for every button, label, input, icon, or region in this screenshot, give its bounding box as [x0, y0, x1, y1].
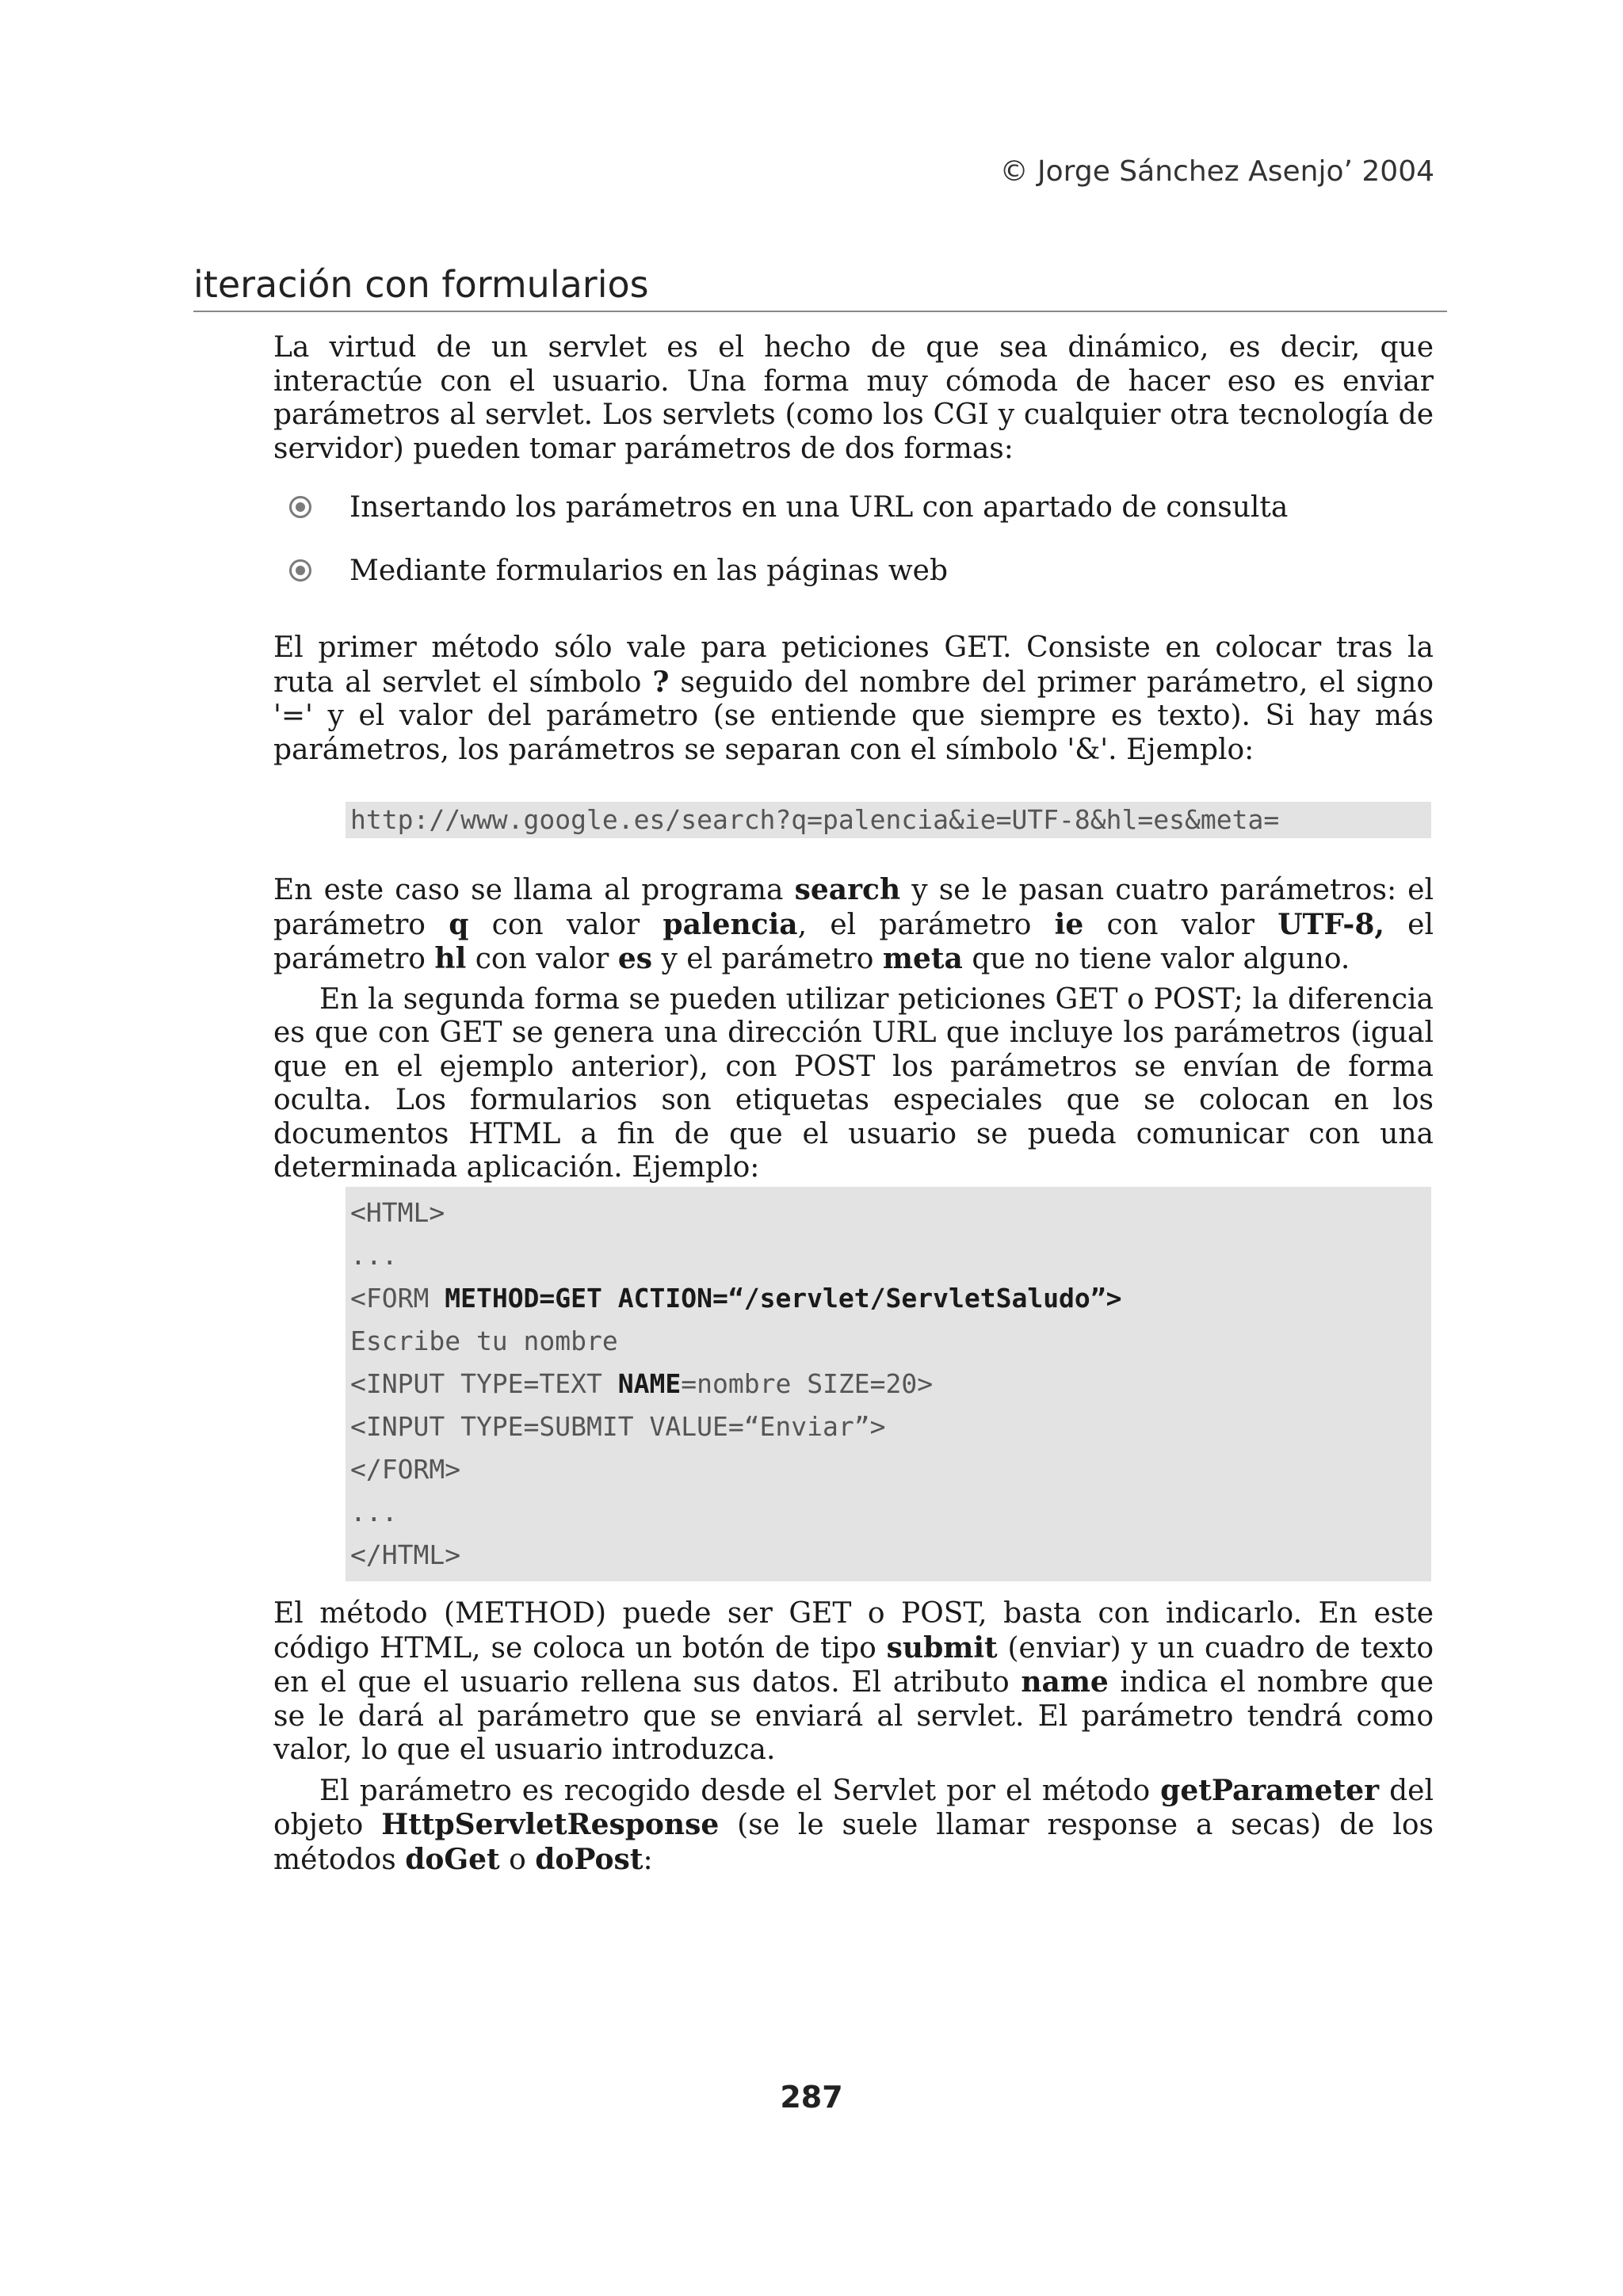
- code-text: <INPUT TYPE=TEXT: [350, 1368, 618, 1399]
- list-item-text: Mediante formularios en las páginas web: [349, 555, 949, 587]
- text-span: y se le pasan cuatro parámetros: el parámetro: [273, 874, 1434, 941]
- text-span: (enviar) y un cuadro de texto en el que el usuario rellena sus datos. El atributo: [273, 1631, 1434, 1699]
- method-paragraph-block: [273, 1597, 1434, 1877]
- forms-paragraph: En la segunda forma se pueden utilizar peticiones GET o POST; la diferencia es que con GET se genera una dirección URL que incluye los parámetros (igual que en el ejemplo anterior), con POST los parámetros se envían de forma oculta. Los formularios son etiquetas especiales que se colocan en los documentos HTML a fin de que el usuario se pueda comunicar con una determinada aplicación. Ejemplo:: [273, 982, 1434, 1184]
- code-text: <FORM: [350, 1283, 445, 1314]
- text-span: seguido del nombre del primer parámetro, el signo '=' y el valor del parámetro (se entiende que siempre es texto). Si hay más parámetros, los parámetros se separan con el símbolo '&'. Ejemplo:: [273, 666, 1434, 766]
- text-span: El método (METHOD) puede ser GET o POST, basta con indicarlo. En este código HTML, se coloca un botón de tipo: [273, 1597, 1434, 1665]
- text-span: indica el nombre que se le dará al parámetro que se enviará al servlet. El parámetro tendrá como valor, lo que el usuario introduzca.: [273, 1666, 1434, 1766]
- text-span: que no tiene valor alguno.: [962, 943, 1350, 975]
- get-paragraph-block: [273, 631, 1434, 767]
- text-span: y el parámetro: [652, 943, 883, 975]
- intro-block: [273, 331, 1434, 466]
- bullet-list-block: [273, 491, 1434, 588]
- bold-term: getParameter: [1160, 1773, 1380, 1807]
- code-line: </HTML>: [350, 1539, 461, 1570]
- url-example: http://www.google.es/search?q=palencia&ie=UTF-8&hl=es&meta=: [346, 802, 1431, 838]
- bold-term: submit: [886, 1630, 998, 1665]
- code-text: =nombre SIZE=20>: [681, 1368, 934, 1399]
- bold-term: palencia: [663, 907, 798, 941]
- text-span: (se le suele llamar response a secas) de los métodos: [273, 1809, 1434, 1876]
- code-line: <INPUT TYPE=SUBMIT VALUE=“Enviar”>: [350, 1411, 886, 1442]
- text-span: , el parámetro: [797, 908, 1055, 941]
- bullet-list: [273, 491, 1434, 588]
- bold-term: UTF-8,: [1277, 907, 1384, 941]
- text-span: El parámetro es recogido desde el Servlet por el método: [319, 1774, 1161, 1807]
- list-item-text: Insertando los parámetros en una URL con apartado de consulta: [349, 491, 1289, 524]
- text-span: del objeto: [273, 1774, 1434, 1841]
- bold-term: meta: [882, 942, 963, 975]
- bold-term: doGet: [405, 1842, 500, 1876]
- get-method-paragraph: [273, 631, 1434, 767]
- html-code-example: [346, 1187, 1431, 1581]
- code-line: <HTML>: [350, 1197, 445, 1228]
- bold-term: HttpServletResponse: [381, 1808, 720, 1841]
- text-span: con valor: [468, 908, 663, 941]
- code-line: [350, 1277, 1431, 1320]
- radio-bullet-icon: [289, 559, 311, 582]
- code-line: </FORM>: [350, 1454, 461, 1485]
- bold-term: hl: [434, 942, 467, 975]
- code-line: Escribe tu nombre: [350, 1325, 618, 1356]
- text-span: con valor: [466, 943, 618, 975]
- search-paragraph-block: [273, 873, 1434, 1185]
- code-line: [350, 1363, 1431, 1405]
- method-paragraph: [273, 1597, 1434, 1768]
- page-header-copyright: © Jorge Sánchez Asenjo’ 2004: [999, 155, 1434, 188]
- text-span: El primer método sólo vale para peticiones GET. Consiste en colocar tras la ruta al servlet el símbolo: [273, 631, 1434, 699]
- code-bold: METHOD=GET ACTION=“/servlet/ServletSaludo”>: [445, 1283, 1122, 1314]
- text-span: con valor: [1083, 908, 1278, 941]
- code-line: ...: [350, 1497, 398, 1527]
- code-bold: NAME: [617, 1368, 682, 1399]
- list-item: [273, 491, 1434, 524]
- bold-term: search: [794, 873, 901, 906]
- question-symbol: ?: [652, 665, 670, 699]
- list-item: [273, 555, 1434, 588]
- bold-term: es: [617, 942, 653, 975]
- text-span: o: [499, 1843, 536, 1876]
- bold-term: name: [1021, 1665, 1109, 1699]
- text-span: En este caso se llama al programa: [273, 874, 795, 906]
- bold-term: doPost: [535, 1842, 643, 1876]
- text-span: el parámetro: [273, 908, 1434, 975]
- bold-term: q: [449, 907, 469, 941]
- section-title: iteración con formularios: [193, 261, 1447, 312]
- page-number: 287: [780, 2080, 843, 2115]
- code-line: ...: [350, 1240, 398, 1271]
- intro-paragraph: La virtud de un servlet es el hecho de que sea dinámico, es decir, que interactúe con el usuario. Una forma muy cómoda de hacer eso es enviar parámetros al servlet. Los servlets (como los CGI y cualquier otra tecnología de servidor) pueden tomar parámetros de dos formas:: [273, 331, 1434, 465]
- getparameter-paragraph: [273, 1774, 1434, 1878]
- text-span: :: [643, 1843, 653, 1876]
- search-paragraph: [273, 873, 1434, 977]
- bold-term: ie: [1054, 907, 1084, 941]
- radio-bullet-icon: [289, 496, 311, 518]
